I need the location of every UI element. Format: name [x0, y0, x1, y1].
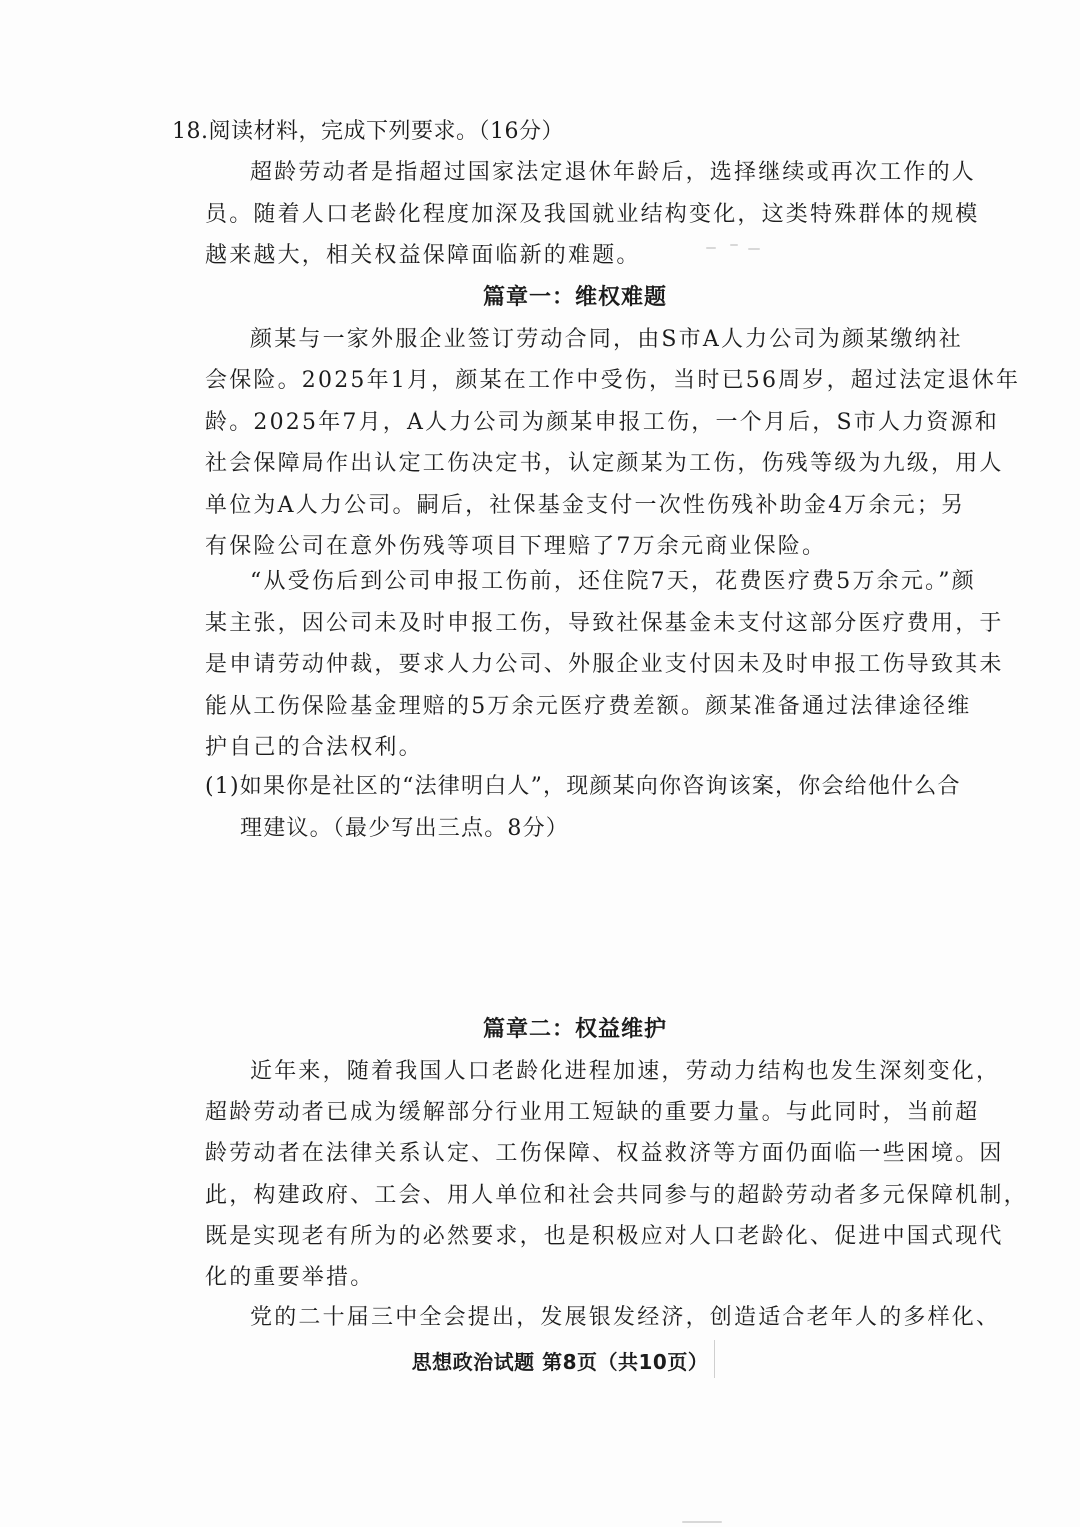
chapter2-para1-line: 超龄劳动者已成为缓解部分行业用工短缺的重要力量。与此同时，当前超	[205, 1100, 980, 1125]
chapter2-para1-line: 龄劳动者在法律关系认定、工伤保障、权益救济等方面仍面临一些困境。因	[205, 1141, 1004, 1166]
intro-line: 员。随着人口老龄化程度加深及我国就业结构变化，这类特殊群体的规模	[205, 202, 980, 227]
chapter2-para1-line: 既是实现老有所为的必然要求，也是积极应对人口老龄化、促进中国式现代	[205, 1224, 1004, 1249]
chapter1-para1-line: 会保险。2025年1月，颜某在工作中受伤，当时已56周岁，超过法定退休年	[205, 368, 1021, 393]
chapter2-para1-line: 化的重要举措。	[205, 1265, 375, 1290]
chapter1-para2-line: “从受伤后到公司申报工伤前，还住院7天，花费医疗费5万余元。”颜	[250, 569, 976, 594]
chapter1-para2-line: 护自己的合法权利。	[205, 735, 423, 760]
chapter1-para2-line: 能从工伤保险基金理赔的5万余元医疗费差额。颜某准备通过法律途径维	[205, 694, 972, 719]
scan-speck	[682, 1521, 722, 1523]
chapter1-para1-line: 龄。2025年7月，A人力公司为颜某申报工伤，一个月后，S市人力资源和	[205, 410, 999, 435]
scan-speck	[730, 244, 738, 246]
subquestion-1-cont: 理建议。（最少写出三点。8分）	[240, 816, 569, 841]
subquestion-1: (1)如果你是社区的“法律明白人”，现颜某向你咨询该案，你会给他什么合	[205, 774, 961, 799]
chapter2-para2-line: 党的二十届三中全会提出，发展银发经济，创造适合老年人的多样化、	[250, 1305, 1001, 1330]
intro-line: 超龄劳动者是指超过国家法定退休年龄后，选择继续或再次工作的人	[250, 160, 977, 185]
chapter1-para1-line: 有保险公司在意外伤残等项目下理赔了7万余元商业保险。	[205, 534, 827, 559]
chapter1-para1-line: 单位为A人力公司。嗣后，社保基金支付一次性伤残补助金4万余元；另	[205, 493, 966, 518]
chapter2-para1-line: 此，构建政府、工会、用人单位和社会共同参与的超龄劳动者多元保障机制，	[205, 1183, 1028, 1208]
scan-speck	[706, 247, 716, 249]
chapter1-para1-line: 社会保障局作出认定工伤决定书，认定颜某为工伤，伤残等级为九级，用人	[205, 451, 1004, 476]
chapter1-heading: 篇章一：维权难题	[482, 285, 667, 310]
chapter1-para1-line: 颜某与一家外服企业签订劳动合同，由S市A人力公司为颜某缴纳社	[250, 327, 963, 352]
question-title: 18.阅读材料，完成下列要求。（16分）	[172, 119, 564, 144]
intro-line: 越来越大，相关权益保障面临新的难题。	[205, 243, 641, 268]
page-footer: 思想政治试题 第8页（共10页）	[411, 1350, 709, 1374]
chapter1-para2-line: 是申请劳动仲裁，要求人力公司、外服企业支付因未及时申报工伤导致其未	[205, 652, 1004, 677]
chapter2-heading: 篇章二：权益维护	[482, 1017, 667, 1042]
scan-speck	[748, 248, 760, 250]
footer-divider	[714, 1340, 715, 1378]
chapter1-para2-line: 某主张，因公司未及时申报工伤，导致社保基金未支付这部分医疗费用，于	[205, 611, 1004, 636]
chapter2-para1-line: 近年来，随着我国人口老龄化进程加速，劳动力结构也发生深刻变化，	[250, 1059, 1001, 1084]
